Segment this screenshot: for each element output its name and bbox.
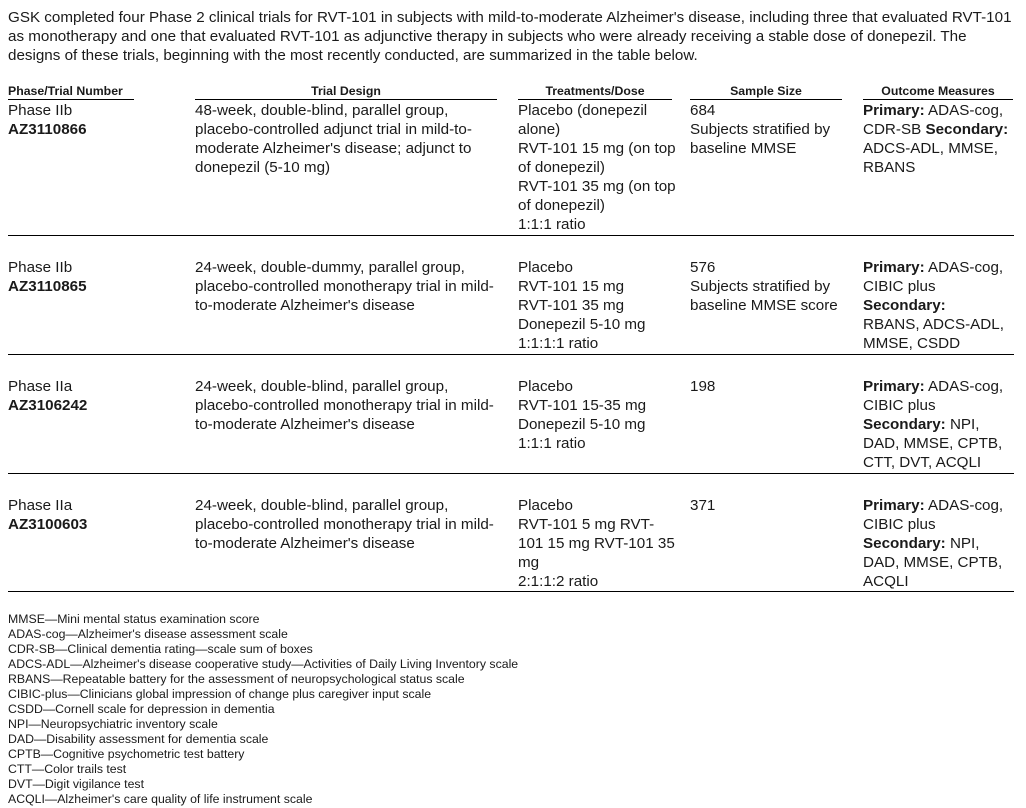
treatments-cell [518, 101, 678, 234]
outcome-measures-cell [863, 496, 1014, 591]
row-divider [8, 591, 1014, 592]
phase-cell [8, 377, 188, 415]
footnote-item: CIBIC-plus—Clinicians global impression of change plus caregiver input scale [8, 687, 432, 701]
phase-cell [8, 101, 188, 139]
secondary-label: Secondary: [863, 297, 946, 314]
sample-size-cell [690, 377, 856, 396]
sample-size-value: 576 [690, 259, 716, 276]
treatment-item: RVT-101 15 mg (on top of donepezil) [518, 140, 676, 176]
treatment-item: RVT-101 15 mg [518, 278, 625, 295]
row-divider [8, 354, 1014, 355]
phase-cell [8, 496, 188, 534]
sample-size-note: Subjects stratified by baseline MMSE [690, 121, 831, 157]
trial-number: AZ3110866 [8, 121, 87, 138]
primary-measures: ADAS-cog, CIBIC plus [863, 497, 1004, 533]
secondary-measures: NPI, DAD, MMSE, CPTB, ACQLI [863, 535, 1003, 590]
sample-size-value: 684 [690, 102, 716, 119]
footnote-item: ADAS-cog—Alzheimer's disease assessment scale [8, 627, 288, 641]
footnote-item: CSDD—Cornell scale for depression in dementia [8, 702, 275, 716]
treatment-ratio: 2:1:1:2 ratio [518, 573, 599, 590]
treatments-cell [518, 377, 678, 453]
trial-design-cell: 24-week, double-blind, parallel group, placebo-controlled monotherapy trial in mild-to-moderate Alzheimer's disease [195, 378, 494, 433]
treatment-item: Placebo [518, 259, 573, 276]
treatments-cell [518, 258, 678, 353]
secondary-label: Secondary: [863, 535, 946, 552]
primary-label: Primary: [863, 259, 925, 276]
phase-label: Phase IIb [8, 102, 73, 119]
sample-size-value: 198 [690, 378, 716, 395]
secondary-measures: NPI, DAD, MMSE, CPTB, CTT, DVT, ACQLI [863, 416, 1003, 471]
primary-measures: ADAS-cog, CDR-SB [863, 102, 1004, 138]
row-divider [8, 473, 1014, 474]
primary-label: Primary: [863, 102, 925, 119]
intro-paragraph: GSK completed four Phase 2 clinical trials for RVT-101 in subjects with mild-to-moderate Alzheimer's disease, including three that evaluated RVT-101 as monotherapy and one that evaluated RVT-101 as adjunctive therapy in subjects who were already receiving a stable dose of donepezil. The designs of these trials, beginning with the most recently conducted, are summarized in the table below. [8, 9, 1012, 64]
secondary-measures: RBANS, ADCS-ADL, MMSE, CSDD [863, 316, 1004, 352]
treatment-ratio: 1:1:1 ratio [518, 216, 586, 233]
primary-measures: ADAS-cog, CIBIC plus [863, 259, 1004, 295]
secondary-label: Secondary: [925, 121, 1009, 138]
primary-label: Primary: [863, 378, 925, 395]
treatment-item: Placebo (donepezil alone) [518, 102, 648, 138]
treatment-item: Donepezil 5-10 mg [518, 316, 646, 333]
header-sample-size: Sample Size [690, 84, 842, 100]
treatment-item: RVT-101 5 mg RVT-101 15 mg RVT-101 35 mg [518, 516, 675, 571]
treatment-item: RVT-101 35 mg (on top of donepezil) [518, 178, 676, 214]
trial-number: AZ3110865 [8, 278, 87, 295]
trial-number: AZ3106242 [8, 397, 88, 414]
treatments-cell [518, 496, 678, 591]
footnote-item: ACQLI—Alzheimer's care quality of life instrument scale [8, 792, 313, 806]
row-divider [8, 235, 1014, 236]
outcome-measures-cell [863, 377, 1014, 472]
phase-label: Phase IIb [8, 259, 73, 276]
footnote-item: NPI—Neuropsychiatric inventory scale [8, 717, 218, 731]
primary-label: Primary: [863, 497, 925, 514]
secondary-label: Secondary: [863, 416, 946, 433]
treatment-item: Placebo [518, 497, 573, 514]
sample-size-value: 371 [690, 497, 716, 514]
footnote-item: DAD—Disability assessment for dementia scale [8, 732, 269, 746]
sample-size-cell [690, 101, 856, 158]
footnote-item: RBANS—Repeatable battery for the assessment of neuropsychological status scale [8, 672, 465, 686]
trial-design-cell: 48-week, double-blind, parallel group, placebo-controlled adjunct trial in mild-to-moderate Alzheimer's disease; adjunct to donepezil (5-10 mg) [195, 102, 472, 176]
treatment-item: Donepezil 5-10 mg [518, 416, 646, 433]
sample-size-cell [690, 258, 856, 315]
outcome-measures-cell [863, 258, 1014, 353]
treatment-ratio: 1:1:1:1 ratio [518, 335, 599, 352]
phase-cell [8, 258, 188, 296]
treatment-ratio: 1:1:1 ratio [518, 435, 586, 452]
trial-design-cell: 24-week, double-dummy, parallel group, placebo-controlled monotherapy trial in mild-to-moderate Alzheimer's disease [195, 259, 494, 314]
phase-label: Phase IIa [8, 378, 73, 395]
secondary-measures: ADCS-ADL, MMSE, RBANS [863, 140, 999, 176]
trial-design-cell: 24-week, double-blind, parallel group, placebo-controlled monotherapy trial in mild-to-moderate Alzheimer's disease [195, 497, 494, 552]
footnote-item: MMSE—Mini mental status examination score [8, 612, 260, 626]
sample-size-note: Subjects stratified by baseline MMSE score [690, 278, 838, 314]
sample-size-cell [690, 496, 856, 515]
treatment-item: RVT-101 15-35 mg [518, 397, 647, 414]
footnote-item: CPTB—Cognitive psychometric test battery [8, 747, 245, 761]
outcome-measures-cell [863, 101, 1014, 177]
header-outcome-measures: Outcome Measures [863, 84, 1013, 100]
treatment-item: Placebo [518, 378, 573, 395]
footnote-item: ADCS-ADL—Alzheimer's disease cooperative study—Activities of Daily Living Inventory scale [8, 657, 519, 671]
footnote-item: DVT—Digit vigilance test [8, 777, 144, 791]
footnote-item: CDR-SB—Clinical dementia rating—scale sum of boxes [8, 642, 313, 656]
header-treatments: Treatments/Dose [518, 84, 672, 100]
header-phase-trial: Phase/Trial Number [8, 84, 134, 100]
footnote-item: CTT—Color trails test [8, 762, 127, 776]
phase-label: Phase IIa [8, 497, 73, 514]
header-trial-design: Trial Design [195, 84, 497, 100]
trial-number: AZ3100603 [8, 516, 88, 533]
treatment-item: RVT-101 35 mg [518, 297, 625, 314]
primary-measures: ADAS-cog, CIBIC plus [863, 378, 1004, 414]
abbreviation-footnotes [8, 612, 518, 807]
